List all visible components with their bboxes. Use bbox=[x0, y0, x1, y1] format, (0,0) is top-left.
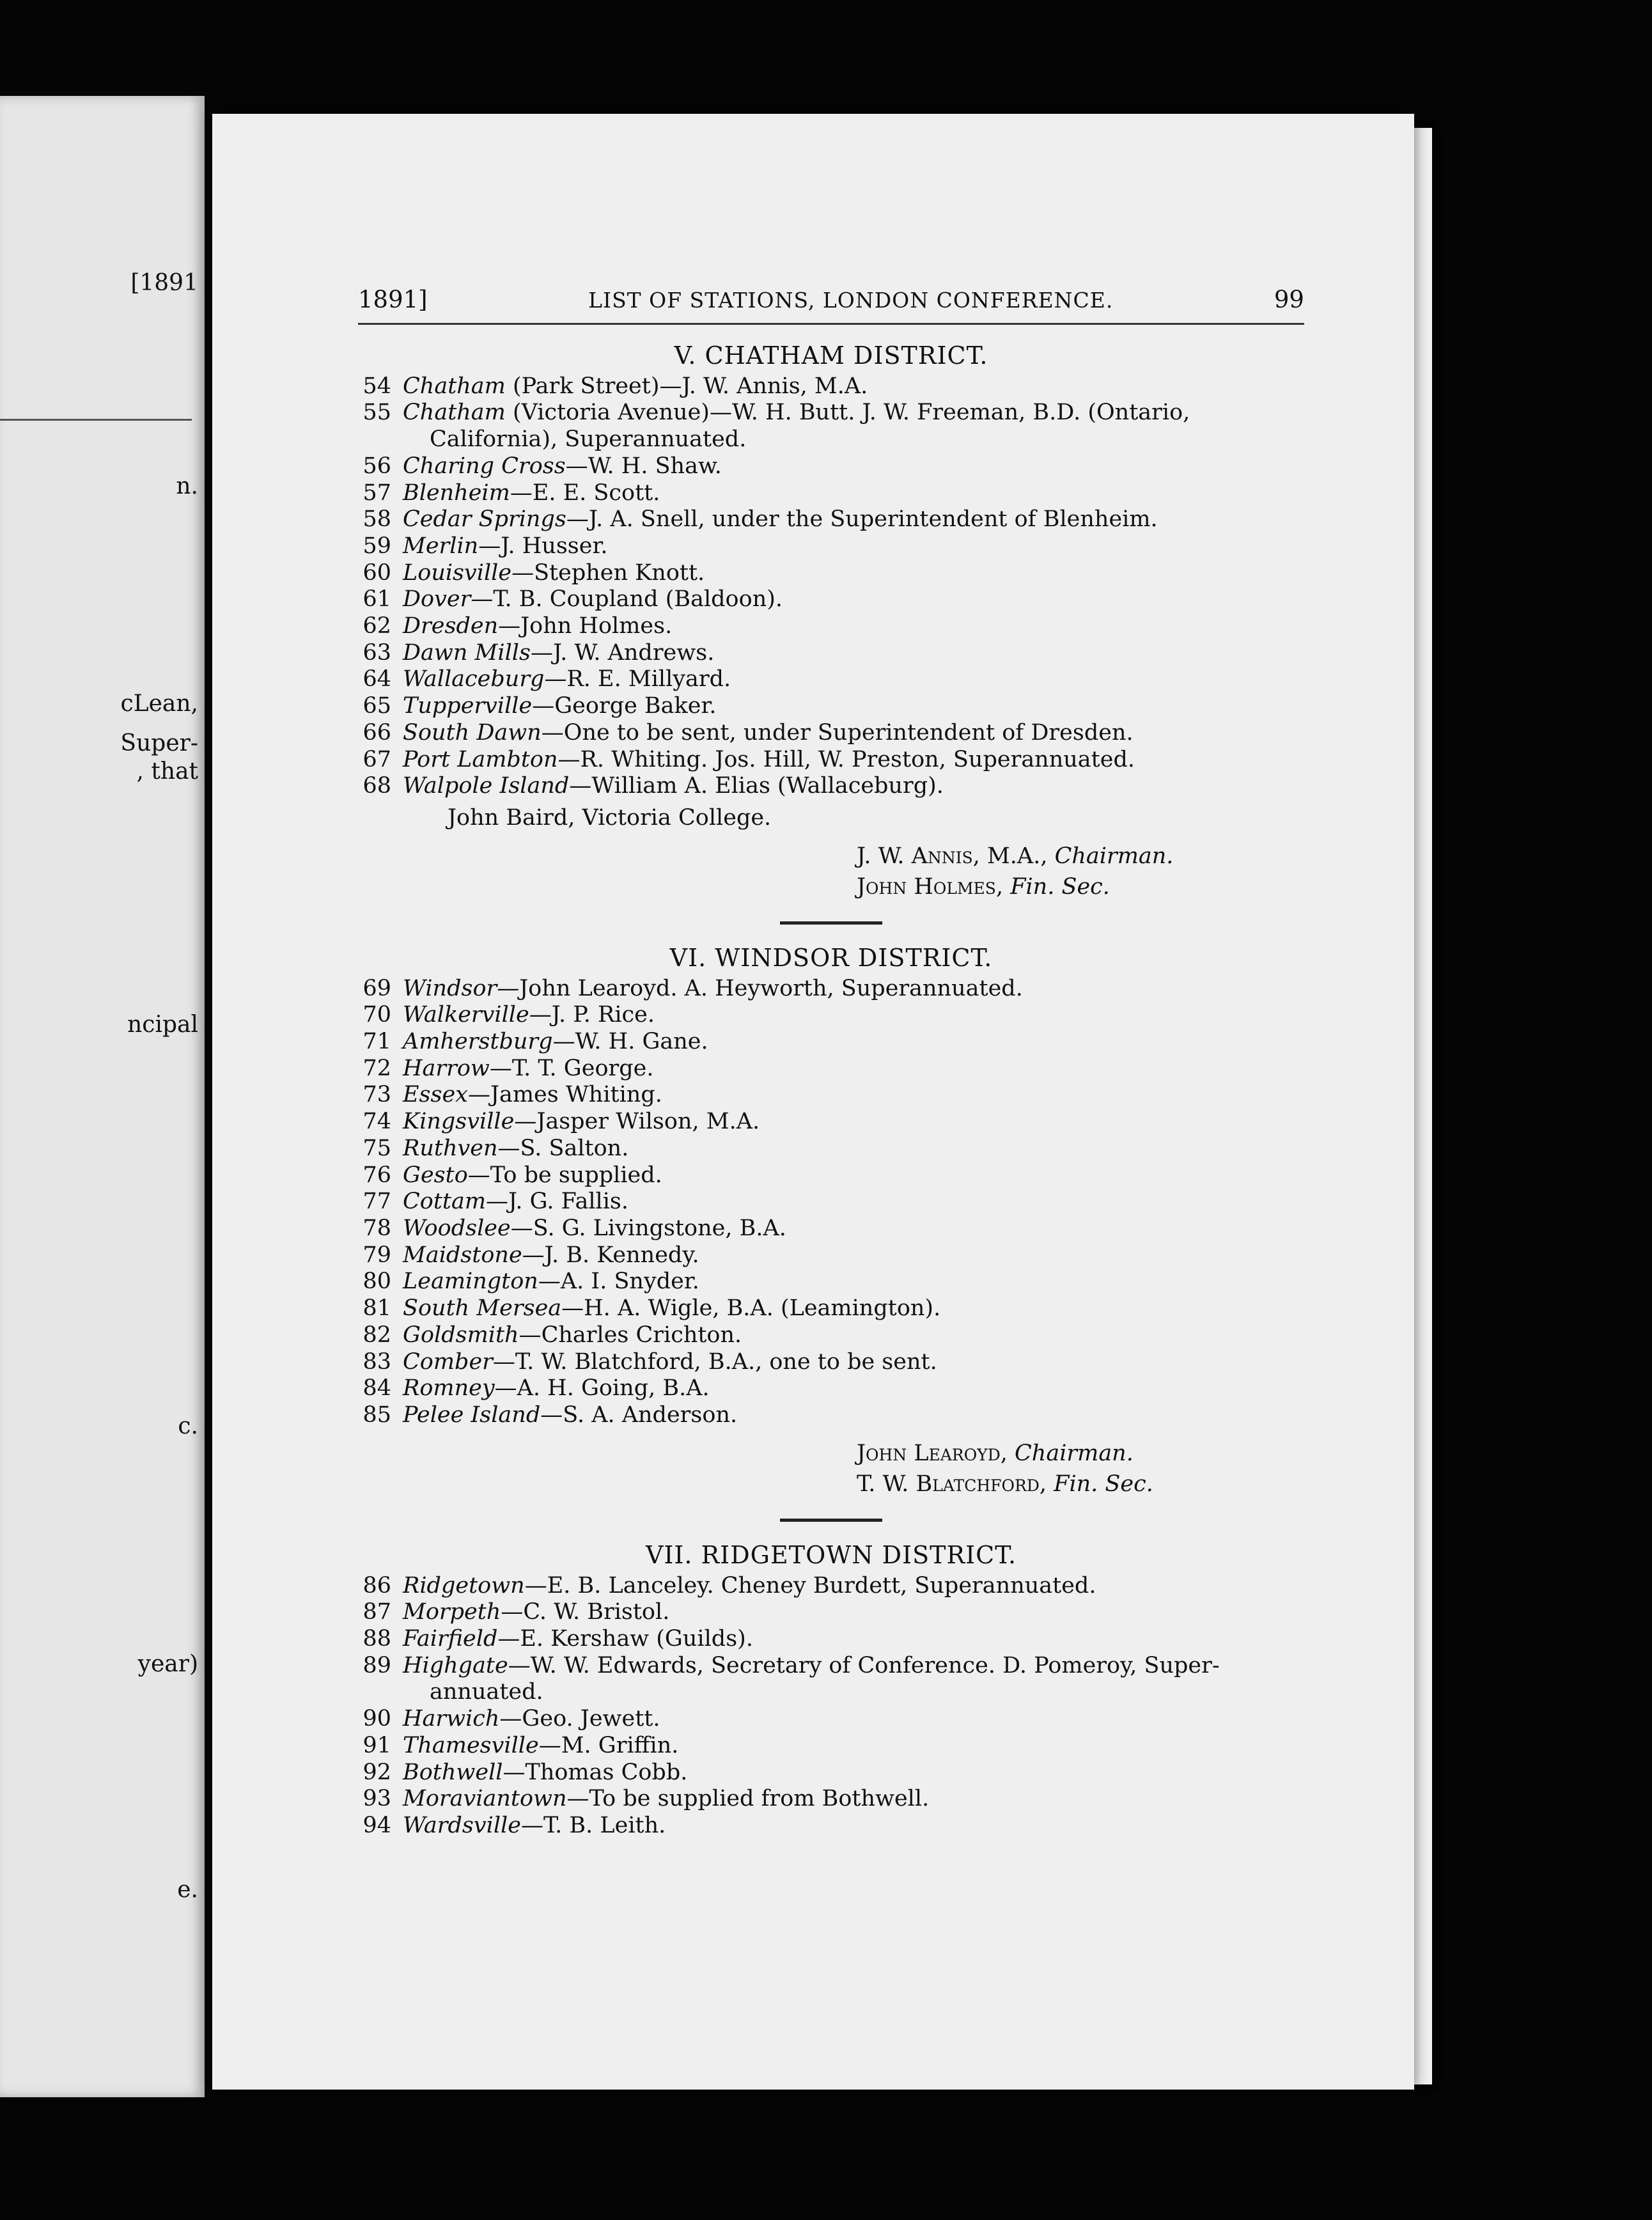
station-number: 63 bbox=[362, 639, 391, 666]
station-appointment: —Jasper Wilson, M.A. bbox=[514, 1109, 760, 1135]
left-frag: e. bbox=[177, 1877, 198, 1903]
station-number: 83 bbox=[362, 1348, 391, 1375]
district-heading-ridgetown: VII. RIDGETOWN DISTRICT. bbox=[645, 1540, 1017, 1569]
station-place: Louisville bbox=[403, 559, 512, 586]
station-entry bbox=[358, 586, 1304, 613]
station-entry bbox=[358, 1189, 1304, 1216]
station-place: Goldsmith bbox=[403, 1322, 519, 1348]
station-appointment: —T. B. Coupland (Baldoon). bbox=[471, 586, 783, 613]
station-place: Port Lambton bbox=[403, 746, 558, 772]
station-entry bbox=[358, 506, 1304, 533]
station-place: Dresden bbox=[403, 613, 499, 639]
station-entry bbox=[358, 1082, 1304, 1109]
station-appointment: —Charles Crichton. bbox=[518, 1322, 742, 1348]
station-appointment: —T. W. Blatchford, B.A., one to be sent. bbox=[492, 1348, 937, 1375]
station-place: Wardsville bbox=[403, 1812, 521, 1838]
left-frag: year) bbox=[137, 1651, 198, 1677]
station-place: Pelee Island bbox=[403, 1402, 541, 1428]
station-number: 55 bbox=[362, 400, 391, 426]
station-place: Fairfield bbox=[403, 1626, 498, 1652]
station-appointment: —T. T. George. bbox=[489, 1055, 654, 1081]
station-appointment: —One to be sent, under Superintendent of Dresden. bbox=[541, 719, 1134, 746]
left-frag: , that bbox=[136, 758, 198, 785]
signatory-role: Chairman. bbox=[1015, 1440, 1134, 1466]
station-place: Gesto bbox=[403, 1162, 468, 1188]
left-frag: Super- bbox=[120, 730, 198, 756]
station-appointment: —W. W. Edwards, Secretary of Conference. D. Pomeroy, Super- bbox=[508, 1652, 1220, 1678]
station-number: 84 bbox=[362, 1375, 391, 1402]
station-appointment: —W. H. Shaw. bbox=[565, 453, 722, 479]
station-appointment: —Stephen Knott. bbox=[511, 559, 705, 586]
station-place: Morpeth bbox=[403, 1599, 501, 1625]
station-appointment: —W. H. Gane. bbox=[552, 1029, 708, 1055]
station-entry bbox=[358, 747, 1304, 774]
station-entry bbox=[358, 1786, 1304, 1813]
station-number: 77 bbox=[362, 1189, 391, 1215]
station-appointment: —E. E. Scott. bbox=[510, 480, 660, 506]
signatory-suffix: , bbox=[1039, 1471, 1054, 1497]
district-heading-windsor: VI. WINDSOR DISTRICT. bbox=[669, 943, 993, 972]
station-number: 76 bbox=[362, 1162, 391, 1188]
station-place: Cottam bbox=[403, 1189, 487, 1215]
station-place: Harrow bbox=[403, 1055, 490, 1081]
station-place: Walkerville bbox=[403, 1002, 529, 1028]
station-appointment: —J. G. Fallis. bbox=[486, 1189, 629, 1215]
signatory-suffix: , bbox=[995, 873, 1011, 900]
station-entry bbox=[358, 693, 1304, 720]
station-number: 58 bbox=[362, 506, 391, 533]
station-entry bbox=[358, 560, 1304, 587]
station-number: 62 bbox=[362, 613, 391, 639]
station-number: 73 bbox=[362, 1082, 391, 1108]
signatory-name: J. W. Annis bbox=[857, 843, 973, 869]
station-place: Windsor bbox=[403, 975, 497, 1001]
station-place: Dawn Mills bbox=[403, 639, 531, 666]
station-appointment: —Geo. Jewett. bbox=[499, 1706, 660, 1732]
station-place: Thamesville bbox=[403, 1732, 539, 1758]
signatory-role: Fin. Sec. bbox=[1010, 873, 1110, 900]
signatory-name: John Holmes bbox=[857, 873, 996, 900]
station-entry bbox=[358, 1402, 1304, 1429]
station-place: Woodslee bbox=[403, 1215, 511, 1241]
station-number: 72 bbox=[362, 1055, 391, 1081]
station-number: 81 bbox=[362, 1295, 391, 1322]
station-place: Highgate bbox=[403, 1652, 508, 1678]
station-place: Dover bbox=[403, 586, 471, 613]
station-appointment: —R. Whiting. Jos. Hill, W. Preston, Superannuated. bbox=[557, 746, 1135, 772]
station-number: 90 bbox=[362, 1706, 391, 1732]
station-appointment: —George Baker. bbox=[532, 693, 717, 719]
station-appointment: —To be supplied. bbox=[467, 1162, 662, 1188]
station-appointment: —T. B. Leith. bbox=[520, 1812, 666, 1838]
signature-line bbox=[358, 841, 1304, 872]
station-appointment: —J. P. Rice. bbox=[529, 1002, 655, 1028]
station-number: 66 bbox=[362, 719, 391, 746]
station-entry bbox=[358, 1109, 1304, 1136]
district-note: John Baird, Victoria College. bbox=[448, 804, 772, 831]
station-place: Chatham bbox=[403, 373, 506, 399]
station-number: 65 bbox=[362, 693, 391, 719]
district-list-ridgetown bbox=[358, 1573, 1304, 1840]
adjacent-page-fragment bbox=[0, 96, 205, 2097]
station-place: South Mersea bbox=[403, 1295, 562, 1322]
station-place: Moraviantown bbox=[403, 1786, 567, 1812]
station-entry bbox=[358, 1216, 1304, 1242]
station-place: Walpole Island bbox=[403, 773, 570, 799]
station-appointment: —H. A. Wigle, B.A. (Leamington). bbox=[561, 1295, 941, 1322]
station-place: Charing Cross bbox=[403, 453, 566, 479]
station-entry bbox=[358, 400, 1304, 426]
left-frag: ncipal bbox=[127, 1012, 198, 1038]
station-entry bbox=[358, 1295, 1304, 1322]
section-divider bbox=[780, 921, 882, 925]
station-entry bbox=[358, 480, 1304, 507]
station-number: 78 bbox=[362, 1215, 391, 1241]
signature-line bbox=[358, 872, 1304, 902]
signatory-suffix: , M.A., bbox=[972, 843, 1055, 869]
station-entry bbox=[358, 1162, 1304, 1189]
station-appointment: —S. A. Anderson. bbox=[540, 1402, 738, 1428]
station-place: Wallaceburg bbox=[403, 666, 545, 692]
station-entry bbox=[358, 1760, 1304, 1786]
book-page bbox=[212, 114, 1414, 2090]
station-number: 88 bbox=[362, 1626, 391, 1652]
station-number: 69 bbox=[362, 975, 391, 1001]
station-entry bbox=[358, 373, 1304, 400]
signatory-suffix: , bbox=[1000, 1440, 1015, 1466]
station-appointment: (Victoria Avenue)—W. H. Butt. J. W. Freeman, B.D. (Ontario, bbox=[505, 400, 1190, 426]
station-entry bbox=[358, 1599, 1304, 1626]
signatory-name: T. W. Blatchford bbox=[857, 1471, 1040, 1497]
station-place: Cedar Springs bbox=[403, 506, 566, 533]
station-number: 86 bbox=[362, 1572, 391, 1599]
station-number: 85 bbox=[362, 1402, 391, 1428]
running-header bbox=[358, 286, 1304, 325]
station-place: Essex bbox=[403, 1082, 468, 1108]
station-entry bbox=[358, 1269, 1304, 1295]
station-place: Ridgetown bbox=[403, 1572, 525, 1599]
station-number: 89 bbox=[362, 1652, 391, 1678]
station-entry bbox=[358, 976, 1304, 1003]
station-appointment: —E. Kershaw (Guilds). bbox=[497, 1626, 753, 1652]
station-number: 59 bbox=[362, 533, 391, 559]
station-number: 82 bbox=[362, 1322, 391, 1348]
station-number: 92 bbox=[362, 1759, 391, 1785]
station-appointment: —John Learoyd. A. Heyworth, Superannuated. bbox=[497, 975, 1023, 1001]
left-header-rule bbox=[0, 419, 192, 421]
station-entry bbox=[358, 1002, 1304, 1029]
left-frag: n. bbox=[176, 473, 198, 499]
signature-line bbox=[358, 1469, 1304, 1499]
station-appointment: (Park Street)—J. W. Annis, M.A. bbox=[505, 373, 868, 399]
station-place: Blenheim bbox=[403, 480, 510, 506]
district-list-chatham bbox=[358, 373, 1304, 800]
signatory-name: John Learoyd bbox=[857, 1440, 1001, 1466]
station-place: Amherstburg bbox=[403, 1029, 553, 1055]
station-appointment: —M. Griffin. bbox=[538, 1732, 679, 1758]
station-entry bbox=[358, 1349, 1304, 1376]
station-place: Merlin bbox=[403, 533, 479, 559]
station-entry bbox=[358, 533, 1304, 560]
signature-line bbox=[358, 1438, 1304, 1469]
left-frag: c. bbox=[178, 1413, 198, 1439]
station-appointment: —A. H. Going, B.A. bbox=[494, 1375, 710, 1402]
station-entry bbox=[358, 1813, 1304, 1840]
station-number: 94 bbox=[362, 1812, 391, 1838]
station-entry bbox=[358, 613, 1304, 640]
station-appointment: —William A. Elias (Wallaceburg). bbox=[569, 773, 944, 799]
station-entry bbox=[358, 720, 1304, 747]
station-appointment: —S. Salton. bbox=[497, 1135, 629, 1161]
district-heading-chatham: V. CHATHAM DISTRICT. bbox=[674, 341, 988, 370]
station-entry bbox=[358, 1706, 1304, 1733]
signatory-role: Fin. Sec. bbox=[1054, 1471, 1153, 1497]
station-number: 87 bbox=[362, 1599, 391, 1625]
station-appointment: —James Whiting. bbox=[467, 1082, 662, 1108]
station-appointment: —E. B. Lanceley. Cheney Burdett, Superannuated. bbox=[524, 1572, 1096, 1599]
station-number: 68 bbox=[362, 773, 391, 799]
station-entry bbox=[358, 1242, 1304, 1269]
station-place: Leamington bbox=[403, 1269, 538, 1295]
station-number: 93 bbox=[362, 1786, 391, 1812]
station-number: 74 bbox=[362, 1109, 391, 1135]
station-appointment: —J. B. Kennedy. bbox=[522, 1242, 699, 1268]
station-appointment: —J. W. Andrews. bbox=[530, 639, 715, 666]
signatory-role: Chairman. bbox=[1054, 843, 1174, 869]
station-number: 57 bbox=[362, 480, 391, 506]
station-entry bbox=[358, 1573, 1304, 1600]
header-year: 1891] bbox=[358, 286, 428, 313]
section-divider bbox=[780, 1519, 882, 1522]
station-number: 70 bbox=[362, 1002, 391, 1028]
station-entry bbox=[358, 1733, 1304, 1760]
station-entry bbox=[358, 1653, 1304, 1680]
station-number: 91 bbox=[362, 1732, 391, 1758]
page-content bbox=[358, 286, 1304, 1840]
station-entry bbox=[358, 1322, 1304, 1349]
signature-block-chatham bbox=[358, 841, 1304, 902]
station-number: 60 bbox=[362, 559, 391, 586]
station-number: 56 bbox=[362, 453, 391, 479]
station-appointment: —A. I. Snyder. bbox=[538, 1269, 699, 1295]
station-entry bbox=[358, 1375, 1304, 1402]
station-entry bbox=[358, 1056, 1304, 1083]
station-place: Maidstone bbox=[403, 1242, 522, 1268]
station-place: Romney bbox=[403, 1375, 495, 1402]
station-number: 64 bbox=[362, 666, 391, 692]
station-entry bbox=[358, 640, 1304, 667]
station-place: Comber bbox=[403, 1348, 493, 1375]
station-number: 79 bbox=[362, 1242, 391, 1268]
station-appointment: —To be supplied from Bothwell. bbox=[566, 1786, 930, 1812]
station-entry bbox=[358, 453, 1304, 480]
station-entry bbox=[358, 1136, 1304, 1162]
header-title: LIST OF STATIONS, LONDON CONFERENCE. bbox=[588, 288, 1114, 313]
station-number: 80 bbox=[362, 1269, 391, 1295]
station-appointment: —S. G. Livingstone, B.A. bbox=[510, 1215, 786, 1241]
station-appointment: —C. W. Bristol. bbox=[501, 1599, 670, 1625]
signature-block-windsor bbox=[358, 1438, 1304, 1499]
station-appointment: —R. E. Millyard. bbox=[544, 666, 731, 692]
district-list-windsor bbox=[358, 976, 1304, 1429]
left-frag: cLean, bbox=[120, 691, 198, 717]
station-continuation: annuated. bbox=[430, 1679, 543, 1705]
station-number: 71 bbox=[362, 1029, 391, 1055]
station-continuation: California), Superannuated. bbox=[430, 426, 747, 453]
page-number: 99 bbox=[1274, 286, 1304, 313]
station-place: Harwich bbox=[403, 1706, 500, 1732]
station-appointment: —Thomas Cobb. bbox=[503, 1759, 688, 1785]
station-appointment: —J. A. Snell, under the Superintendent of Blenheim. bbox=[566, 506, 1158, 533]
station-entry bbox=[358, 1626, 1304, 1653]
station-appointment: —J. Husser. bbox=[478, 533, 608, 559]
station-place: Kingsville bbox=[403, 1109, 515, 1135]
station-number: 67 bbox=[362, 746, 391, 772]
station-place: South Dawn bbox=[403, 719, 542, 746]
station-place: Bothwell bbox=[403, 1759, 503, 1785]
left-frag-year: [1891 bbox=[130, 270, 198, 296]
station-entry bbox=[358, 666, 1304, 693]
station-appointment: —John Holmes. bbox=[498, 613, 673, 639]
station-entry bbox=[358, 773, 1304, 800]
station-number: 75 bbox=[362, 1135, 391, 1161]
station-number: 61 bbox=[362, 586, 391, 613]
station-place: Ruthven bbox=[403, 1135, 498, 1161]
station-place: Tupperville bbox=[403, 693, 533, 719]
station-entry bbox=[358, 1029, 1304, 1056]
station-number: 54 bbox=[362, 373, 391, 399]
station-place: Chatham bbox=[403, 400, 506, 426]
